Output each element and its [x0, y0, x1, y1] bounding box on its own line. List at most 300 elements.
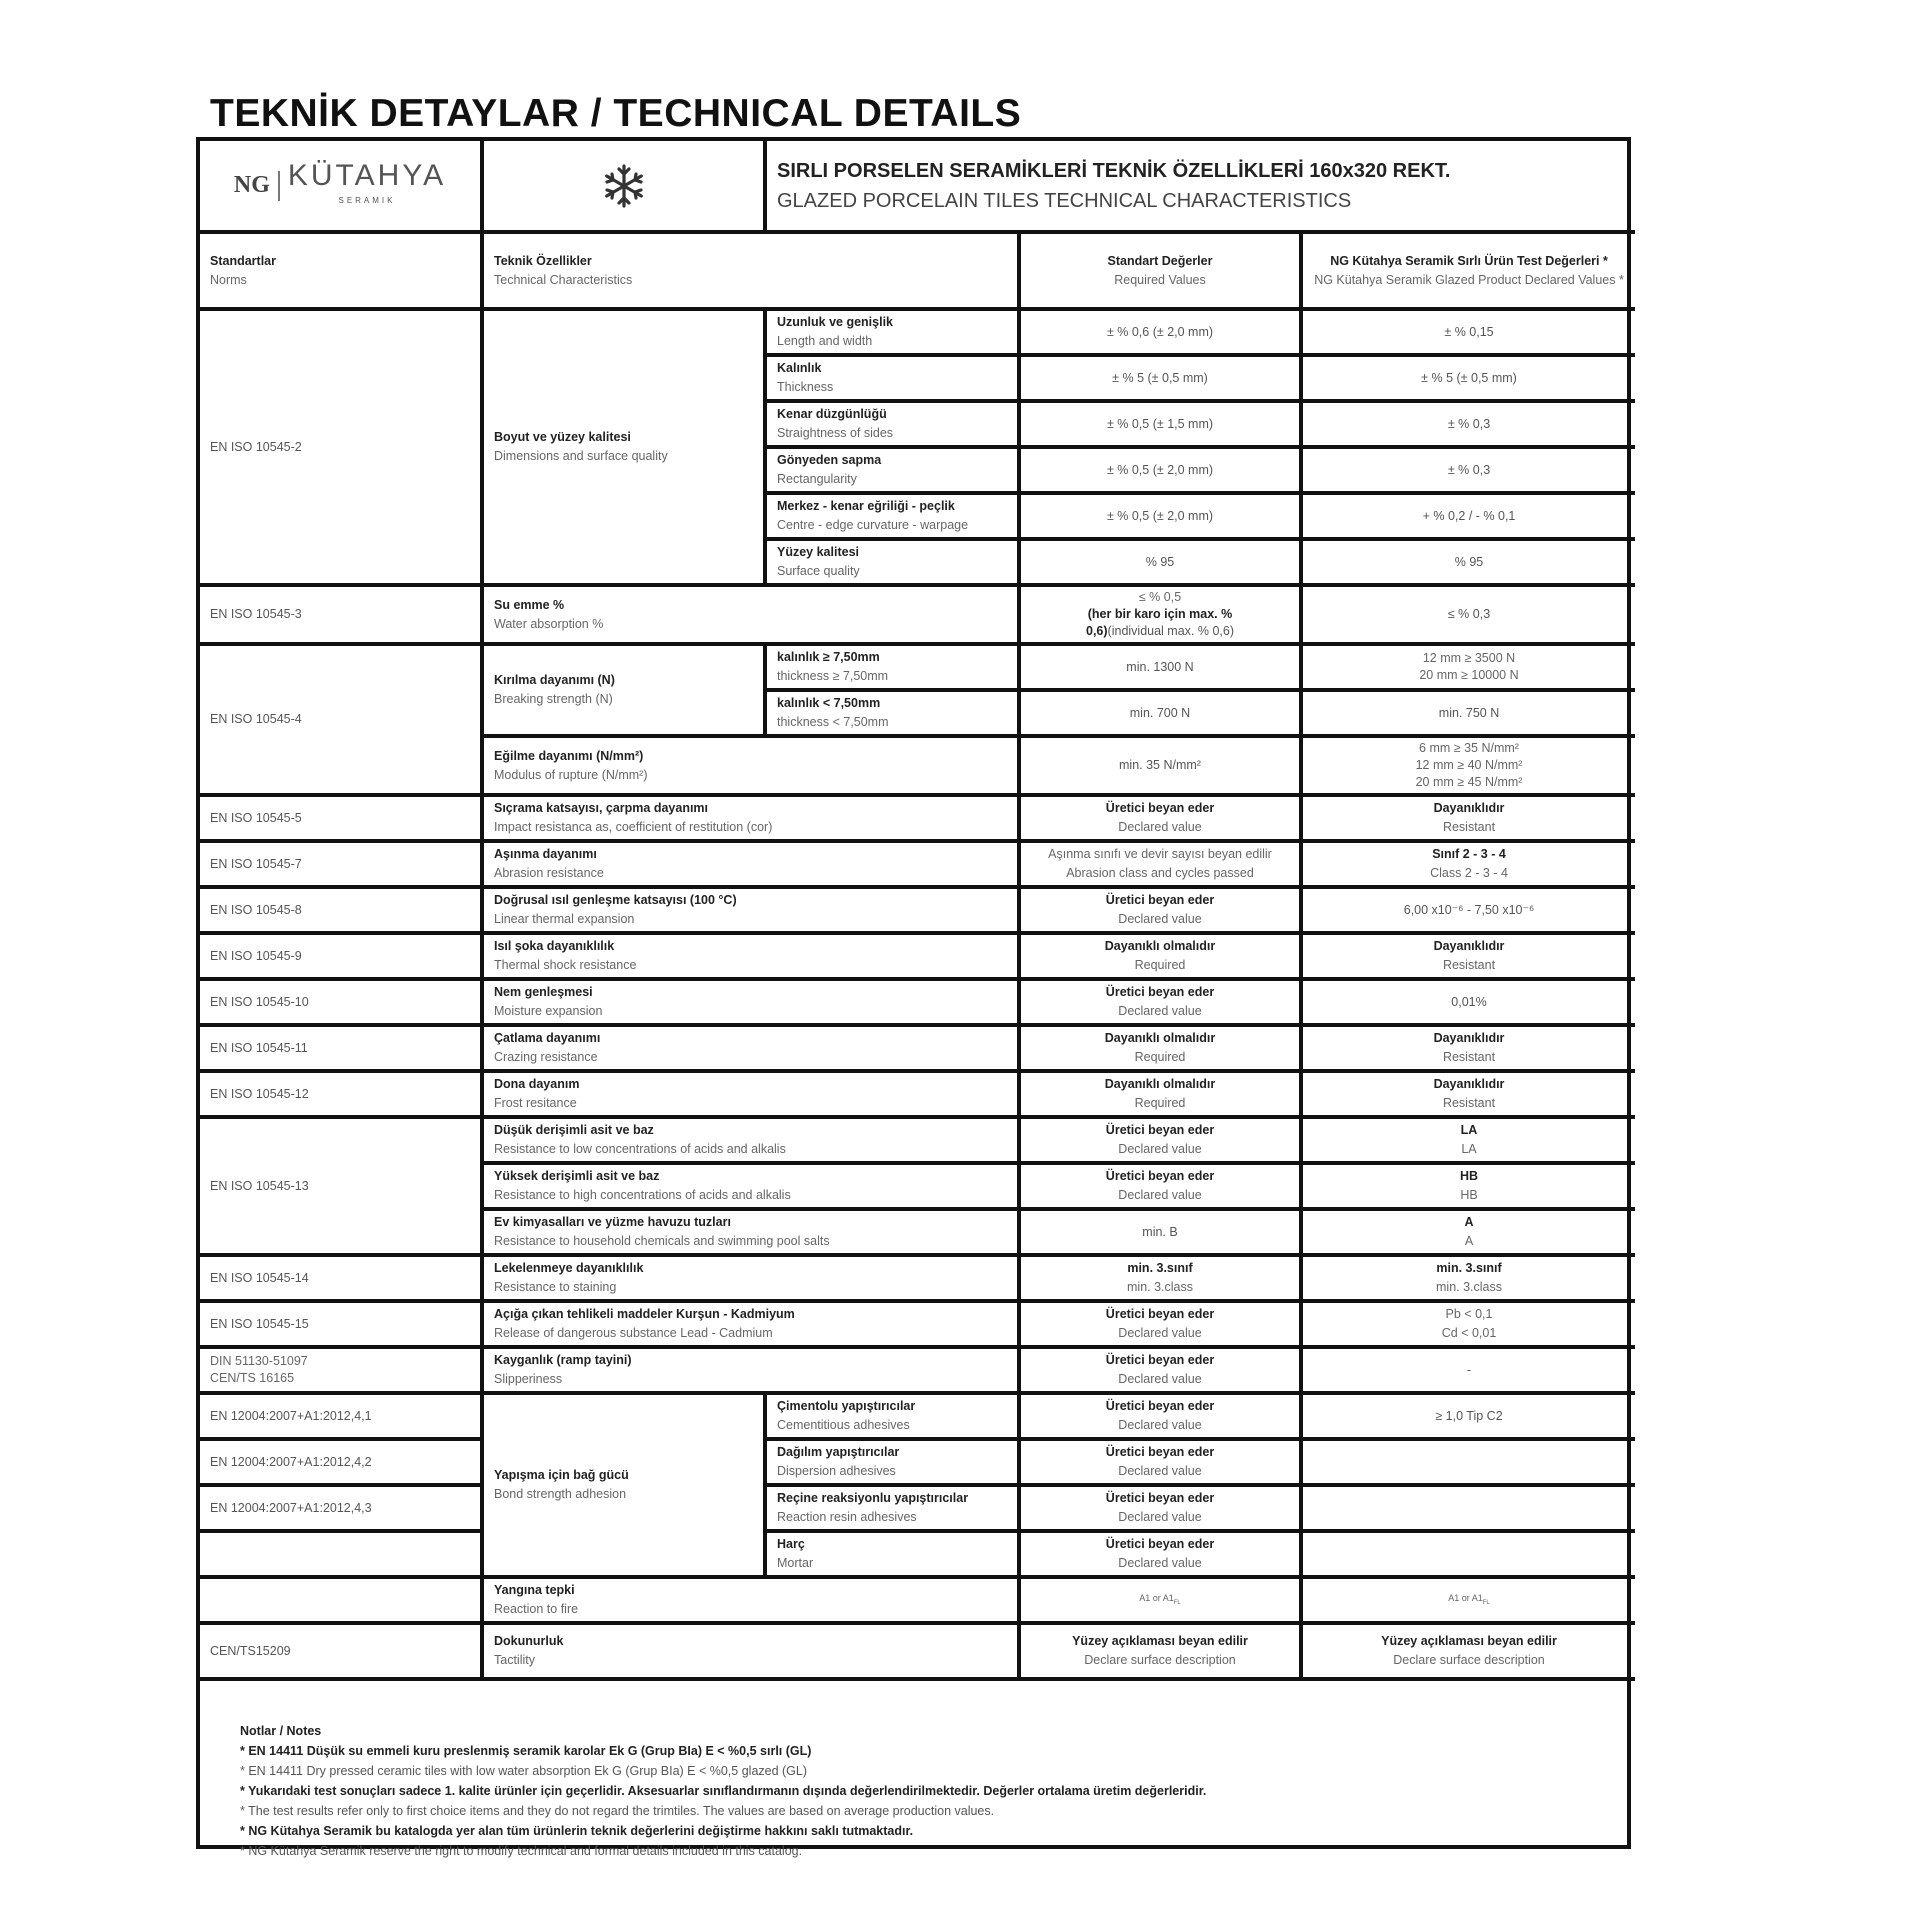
sub-cell	[765, 401, 1019, 447]
table-row	[200, 1071, 1635, 1117]
simple_rows-1-decl_en: Class 2 - 3 - 4	[1430, 866, 1508, 880]
tactility-val_en: Declare surface description	[1084, 1653, 1236, 1667]
rows2-0-en: Resistance to staining	[494, 1280, 617, 1294]
table-row	[200, 1025, 1635, 1071]
spec-sheet-frame	[196, 137, 1631, 1858]
bond-rows-0-req_tr: Üretici beyan eder	[1105, 1399, 1215, 1413]
decl-cell	[1301, 1301, 1635, 1347]
req-cell	[1019, 1485, 1301, 1531]
char-cell	[482, 795, 1019, 841]
table-row	[200, 1393, 1635, 1439]
fire-val: A1 or A1	[1448, 1592, 1483, 1603]
decl-cell: 0,01%	[1301, 979, 1635, 1025]
logo-divider	[278, 171, 280, 201]
req-cell	[1019, 1531, 1301, 1577]
dim-rows-3-tr: Gönyeden sapma	[777, 453, 882, 467]
breaking-sub2_en: thickness < 7,50mm	[777, 715, 889, 729]
decl-cell: ± % 0,15	[1301, 309, 1635, 355]
char-cell	[482, 1393, 765, 1577]
bond-rows-1-en: Dispersion adhesives	[777, 1464, 896, 1478]
decl-cell: ≥ 1,0 Tip C2	[1301, 1393, 1635, 1439]
req-cell	[1019, 1163, 1301, 1209]
dim-rows-0-en: Length and width	[777, 334, 873, 348]
simple_rows-6-tr: Dona dayanım	[494, 1077, 580, 1091]
req-cell	[1019, 979, 1301, 1025]
table-row	[200, 1531, 1635, 1577]
table-row	[200, 933, 1635, 979]
norm-cell: EN ISO 10545-14	[200, 1255, 482, 1301]
simple_rows-1-req_tr: Aşınma sınıfı ve devir sayısı beyan edilir	[1048, 847, 1272, 861]
bond-tr: Yapışma için bağ gücü	[494, 1468, 629, 1482]
chem-rows-0-req_en: Declared value	[1118, 1142, 1202, 1156]
decl-cell	[1301, 1255, 1635, 1301]
water-req_3a: 0,6)	[1086, 624, 1108, 638]
simple_rows-5-en: Crazing resistance	[494, 1050, 598, 1064]
water-tr: Su emme %	[494, 597, 565, 612]
rows2-1-en: Release of dangerous substance Lead - Cadmium	[494, 1326, 773, 1340]
rows2-1-decl_en: Cd < 0,01	[1441, 1326, 1497, 1340]
dim-rows-1-tr: Kalınlık	[777, 361, 822, 375]
table-row	[200, 1623, 1635, 1679]
req-cell: ± % 0,5 (± 2,0 mm)	[1019, 447, 1301, 493]
char-cell	[482, 1071, 1019, 1117]
norm-cell: EN ISO 10545-10	[200, 979, 482, 1025]
decl-cell	[1301, 1439, 1635, 1485]
logo-cell	[200, 141, 482, 232]
tactility-val_en: Declare surface description	[1393, 1653, 1545, 1667]
rows2-0-req_tr: min. 3.sınıf	[1127, 1261, 1193, 1275]
fire-sub: FL	[1173, 1599, 1181, 1606]
note-1-en: * EN 14411 Dry pressed ceramic tiles with low water absorption Ek G (Grup BIa) E < %0,5 glazed (GL)	[240, 1764, 808, 1778]
note-2-en: * The test results refer only to first choice items and they do not regard the trimtiles. The values are based on average production values.	[240, 1804, 995, 1818]
decl-cell	[1301, 1209, 1635, 1255]
decl-cell: min. 750 N	[1301, 690, 1635, 736]
req-cell	[1019, 1439, 1301, 1485]
bond-en: Bond strength adhesion	[494, 1487, 627, 1501]
simple_rows-3-req_tr: Dayanıklı olmalıdır	[1104, 939, 1216, 953]
decl-cell: ± % 0,3	[1301, 447, 1635, 493]
rows2-0-req_en: min. 3.class	[1127, 1280, 1193, 1294]
col-char-tr: Teknik Özellikler	[494, 253, 592, 268]
decl-cell	[1301, 1623, 1635, 1679]
norm-cell: EN 12004:2007+A1:2012,4,1	[200, 1393, 482, 1439]
req-cell: min. B	[1019, 1209, 1301, 1255]
bond-rows-2-req_tr: Üretici beyan eder	[1105, 1491, 1215, 1505]
decl-cell: ≤ % 0,3	[1301, 585, 1635, 644]
breaking-mod_decl_1: 6 mm ≥ 35 N/mm²	[1419, 741, 1519, 755]
table-row	[200, 1255, 1635, 1301]
req-cell	[1019, 1025, 1301, 1071]
col-norms-en: Norms	[210, 272, 247, 287]
breaking-sub1_tr: kalınlık ≥ 7,50mm	[777, 650, 880, 664]
group-en: Dimensions and surface quality	[494, 449, 668, 463]
req-cell: ± % 0,5 (± 1,5 mm)	[1019, 401, 1301, 447]
dim-rows-3-en: Rectangularity	[777, 472, 857, 486]
norm-cell: EN ISO 10545-12	[200, 1071, 482, 1117]
simple_rows-3-decl_en: Resistant	[1442, 958, 1496, 972]
breaking-mod_decl_3: 20 mm ≥ 45 N/mm²	[1415, 775, 1523, 789]
simple_rows-4-tr: Nem genleşmesi	[494, 985, 593, 999]
bond-rows-2-req_en: Declared value	[1118, 1510, 1202, 1524]
req-cell	[1019, 1393, 1301, 1439]
simple_rows-5-req_tr: Dayanıklı olmalıdır	[1104, 1031, 1216, 1045]
req-cell	[1019, 585, 1301, 644]
decl-cell: ± % 5 (± 0,5 mm)	[1301, 355, 1635, 401]
norm-cell: EN ISO 10545-5	[200, 795, 482, 841]
fire-sub: FL	[1482, 1599, 1490, 1606]
sub-cell	[765, 447, 1019, 493]
rows2-0-decl_en: min. 3.class	[1436, 1280, 1502, 1294]
dim-rows-4-tr: Merkez - kenar eğriliği - peçlik	[777, 499, 955, 513]
group-cell	[482, 309, 765, 585]
breaking-sub2_tr: kalınlık < 7,50mm	[777, 696, 881, 710]
logo-brand-name: KÜTAHYA	[287, 159, 447, 192]
bond-rows-3-en: Mortar	[777, 1556, 814, 1570]
chem-rows-0-decl_tr: LA	[1460, 1123, 1478, 1137]
norm-cell: EN ISO 10545-11	[200, 1025, 482, 1071]
col-norms-tr: Standartlar	[210, 253, 276, 268]
col-decl-en: NG Kütahya Seramik Glazed Product Declared Values *	[1314, 272, 1624, 287]
col-norms	[200, 232, 482, 309]
norm-cell: EN ISO 10545-3	[200, 585, 482, 644]
simple_rows-0-req_tr: Üretici beyan eder	[1105, 801, 1215, 815]
req-cell	[1019, 887, 1301, 933]
decl-cell	[1301, 795, 1635, 841]
title-tr: SIRLI PORSELEN SERAMİKLERİ TEKNİK ÖZELLİKLERİ 160x320 REKT.	[777, 159, 1451, 182]
rows2-2-req_tr: Üretici beyan eder	[1105, 1353, 1215, 1367]
chem-rows-0-req_tr: Üretici beyan eder	[1105, 1123, 1215, 1137]
char-cell	[482, 933, 1019, 979]
col-char-en: Technical Characteristics	[494, 272, 633, 287]
water-en: Water absorption %	[494, 616, 604, 631]
simple_rows-2-tr: Doğrusal ısıl genleşme katsayısı (100 °C)	[494, 893, 737, 907]
rows2-1-req_en: Declared value	[1118, 1326, 1202, 1340]
char-cell	[482, 979, 1019, 1025]
table-row	[200, 979, 1635, 1025]
table-row	[200, 841, 1635, 887]
col-req-tr: Standart Değerler	[1107, 253, 1213, 268]
dim-rows-4-en: Centre - edge curvature - warpage	[777, 518, 969, 532]
decl-cell: + % 0,2 / - % 0,1	[1301, 493, 1635, 539]
simple_rows-5-decl_tr: Dayanıklıdır	[1433, 1031, 1505, 1045]
char-cell	[482, 736, 1019, 795]
fire-en: Reaction to fire	[494, 1602, 579, 1616]
bond-rows-1-tr: Dağılım yapıştırıcılar	[777, 1445, 900, 1459]
dim-rows-5-en: Surface quality	[777, 564, 860, 578]
title-en: GLAZED PORCELAIN TILES TECHNICAL CHARACTERISTICS	[777, 189, 1352, 212]
simple_rows-1-decl_tr: Sınıf 2 - 3 - 4	[1432, 847, 1506, 861]
rows2-0-decl_tr: min. 3.sınıf	[1436, 1261, 1502, 1275]
bond-rows-2-tr: Reçine reaksiyonlu yapıştırıcılar	[777, 1491, 969, 1505]
sub-cell	[765, 690, 1019, 736]
simple_rows-5-req_en: Required	[1134, 1050, 1186, 1064]
char-cell	[482, 1577, 1019, 1623]
header-row	[200, 141, 1635, 232]
chem-rows-2-tr: Ev kimyasalları ve yüzme havuzu tuzları	[494, 1215, 731, 1229]
chem-rows-1-req_tr: Üretici beyan eder	[1105, 1169, 1215, 1183]
table-row	[200, 1117, 1635, 1163]
water-req_1: ≤ % 0,5	[1138, 590, 1182, 604]
simple_rows-4-req_tr: Üretici beyan eder	[1105, 985, 1215, 999]
simple_rows-5-decl_en: Resistant	[1442, 1050, 1496, 1064]
water-req_2: (her bir karo için max. %	[1087, 607, 1233, 621]
group-tr: Boyut ve yüzey kalitesi	[494, 430, 631, 444]
decl-cell	[1301, 1117, 1635, 1163]
decl-cell: 6,00 x10⁻⁶ - 7,50 x10⁻⁶	[1301, 887, 1635, 933]
simple_rows-4-en: Moisture expansion	[494, 1004, 603, 1018]
char-cell	[482, 644, 765, 736]
tactility-val_tr: Yüzey açıklaması beyan edilir	[1381, 1634, 1557, 1648]
dim-rows-1-en: Thickness	[777, 380, 834, 394]
sub-cell	[765, 539, 1019, 585]
table-row	[200, 1485, 1635, 1531]
norm-cell: EN ISO 10545-15	[200, 1301, 482, 1347]
req-cell: min. 1300 N	[1019, 644, 1301, 690]
snowflake-cell	[482, 141, 765, 232]
simple_rows-6-decl_en: Resistant	[1442, 1096, 1496, 1110]
chem-rows-1-en: Resistance to high concentrations of acids and alkalis	[494, 1188, 791, 1202]
simple_rows-0-decl_tr: Dayanıklıdır	[1433, 801, 1505, 815]
bond-rows-3-req_en: Declared value	[1118, 1556, 1202, 1570]
simple_rows-6-en: Frost resitance	[494, 1096, 577, 1110]
chem-rows-2-en: Resistance to household chemicals and swimming pool salts	[494, 1234, 830, 1248]
spec-table	[200, 141, 1635, 1681]
norm-cell	[200, 1577, 482, 1623]
table-row	[200, 1577, 1635, 1623]
sub-cell	[765, 1393, 1019, 1439]
norm-cell	[200, 1531, 482, 1577]
note-1-tr: * EN 14411 Düşük su emmeli kuru preslenmiş seramik karolar Ek G (Grup BIa) E < %0,5 sırlı (GL)	[240, 1744, 812, 1758]
req-cell: ± % 0,6 (± 2,0 mm)	[1019, 309, 1301, 355]
char-cell	[482, 1301, 1019, 1347]
title-cell	[765, 141, 1635, 232]
chem-rows-0-tr: Düşük derişimli asit ve baz	[494, 1123, 654, 1137]
sub-cell	[765, 1531, 1019, 1577]
dim-rows-5-tr: Yüzey kalitesi	[777, 545, 859, 559]
bond-rows-1-req_tr: Üretici beyan eder	[1105, 1445, 1215, 1459]
bond-rows-3-tr: Harç	[777, 1537, 805, 1551]
col-declared	[1301, 232, 1635, 309]
norm-cell: CEN/TS15209	[200, 1623, 482, 1679]
simple_rows-0-tr: Sıçrama katsayısı, çarpma dayanımı	[494, 801, 709, 815]
breaking-mod_en: Modulus of rupture (N/mm²)	[494, 767, 648, 782]
bond-rows-0-req_en: Declared value	[1118, 1418, 1202, 1432]
req-cell	[1019, 1347, 1301, 1393]
dim-rows-2-tr: Kenar düzgünlüğü	[777, 407, 887, 421]
decl-cell	[1301, 644, 1635, 690]
char-cell	[482, 1163, 1019, 1209]
norm-cell: EN ISO 10545-7	[200, 841, 482, 887]
rows2-0-tr: Lekelenmeye dayanıklılık	[494, 1261, 644, 1275]
table-row	[200, 1301, 1635, 1347]
breaking-sub1_decl_1: 12 mm ≥ 3500 N	[1422, 651, 1516, 665]
decl-cell: -	[1301, 1347, 1635, 1393]
simple_rows-2-req_tr: Üretici beyan eder	[1105, 893, 1215, 907]
req-cell	[1019, 795, 1301, 841]
decl-cell	[1301, 1577, 1635, 1623]
simple_rows-5-tr: Çatlama dayanımı	[494, 1031, 601, 1045]
simple_rows-1-req_en: Abrasion class and cycles passed	[1066, 866, 1254, 880]
rows2-2-norm: DIN 51130-51097	[210, 1354, 308, 1368]
char-cell	[482, 1117, 1019, 1163]
chem-rows-1-decl_en: HB	[1460, 1188, 1478, 1202]
norm-cell: EN ISO 10545-2	[200, 309, 482, 585]
page-title: TEKNİK DETAYLAR / TECHNICAL DETAILS	[210, 92, 1022, 135]
rows2-2-en: Slipperiness	[494, 1372, 563, 1386]
simple_rows-6-req_tr: Dayanıklı olmalıdır	[1104, 1077, 1216, 1091]
norm-cell: EN ISO 10545-4	[200, 644, 482, 795]
decl-cell: ± % 0,3	[1301, 401, 1635, 447]
char-cell	[482, 1025, 1019, 1071]
table-row	[200, 1439, 1635, 1485]
decl-cell	[1301, 933, 1635, 979]
fire-tr: Yangına tepki	[494, 1583, 575, 1597]
simple_rows-0-decl_en: Resistant	[1442, 820, 1496, 834]
breaking-sub1_decl_2: 20 mm ≥ 10000 N	[1419, 668, 1519, 682]
tactility-val_tr: Yüzey açıklaması beyan edilir	[1072, 1634, 1248, 1648]
req-cell	[1019, 933, 1301, 979]
rows2-1-decl_tr: Pb < 0,1	[1445, 1307, 1493, 1321]
char-cell	[482, 841, 1019, 887]
table-row	[200, 644, 1635, 690]
req-cell: min. 35 N/mm²	[1019, 736, 1301, 795]
sub-cell	[765, 1439, 1019, 1485]
snowflake-icon	[600, 162, 648, 210]
table-row	[200, 309, 1635, 355]
chem-rows-1-decl_tr: HB	[1459, 1169, 1479, 1183]
logo-ng: NG	[233, 172, 270, 198]
breaking-mod_decl_2: 12 mm ≥ 40 N/mm²	[1415, 758, 1523, 772]
rows2-1-req_tr: Üretici beyan eder	[1105, 1307, 1215, 1321]
column-header-row	[200, 232, 1635, 309]
req-cell: % 95	[1019, 539, 1301, 585]
breaking-en: Breaking strength (N)	[494, 692, 613, 706]
char-cell	[482, 1255, 1019, 1301]
bond-rows-0-tr: Çimentolu yapıştırıcılar	[777, 1399, 916, 1413]
char-cell	[482, 1209, 1019, 1255]
req-cell: ± % 0,5 (± 2,0 mm)	[1019, 493, 1301, 539]
simple_rows-2-req_en: Declared value	[1118, 912, 1202, 926]
decl-cell	[1301, 736, 1635, 795]
water-req_3b: (individual max. % 0,6)	[1107, 624, 1234, 638]
note-2-tr: * Yukarıdaki test sonuçları sadece 1. kalite ürünler için geçerlidir. Aksesuarlar sınıflandırmanın dışında değerlendirilmektedir. Değerler ortalama üretim değerleridir.	[240, 1784, 1207, 1798]
req-cell	[1019, 1577, 1301, 1623]
logo-brand-sub: SERAMIK	[338, 196, 396, 205]
col-decl-tr: NG Kütahya Seramik Sırlı Ürün Test Değerleri *	[1330, 253, 1608, 268]
col-characteristics	[482, 232, 1019, 309]
table-row	[200, 887, 1635, 933]
req-cell	[1019, 1117, 1301, 1163]
norm-cell: EN ISO 10545-9	[200, 933, 482, 979]
breaking-mod_tr: Eğilme dayanımı (N/mm²)	[494, 748, 644, 763]
simple_rows-0-req_en: Declared value	[1118, 820, 1202, 834]
notes-section	[200, 1681, 1627, 1861]
table-row	[200, 585, 1635, 644]
req-cell	[1019, 1071, 1301, 1117]
table-row	[200, 795, 1635, 841]
simple_rows-2-en: Linear thermal expansion	[494, 912, 635, 926]
brand-logo	[210, 161, 470, 210]
simple_rows-6-decl_tr: Dayanıklıdır	[1433, 1077, 1505, 1091]
chem-rows-2-decl_en: A	[1464, 1234, 1474, 1248]
sub-cell	[765, 644, 1019, 690]
req-cell: ± % 5 (± 0,5 mm)	[1019, 355, 1301, 401]
bond-rows-3-req_tr: Üretici beyan eder	[1105, 1537, 1215, 1551]
req-cell: min. 700 N	[1019, 690, 1301, 736]
req-cell	[1019, 1255, 1301, 1301]
simple_rows-0-en: Impact resistanca as, coefficient of restitution (cor)	[494, 820, 773, 834]
chem-rows-2-decl_tr: A	[1464, 1215, 1474, 1229]
decl-cell	[1301, 1163, 1635, 1209]
bond-rows-1-req_en: Declared value	[1118, 1464, 1202, 1478]
breaking-tr: Kırılma dayanımı (N)	[494, 673, 615, 687]
norm-cell	[200, 1347, 482, 1393]
note-3-tr: * NG Kütahya Seramik bu katalogda yer alan tüm ürünlerin teknik değerlerini değiştirme hakkını saklı tutmaktadır.	[240, 1824, 914, 1838]
dim-rows-2-en: Straightness of sides	[777, 426, 894, 440]
breaking-sub1_en: thickness ≥ 7,50mm	[777, 669, 889, 683]
char-cell	[482, 1623, 1019, 1679]
simple_rows-6-req_en: Required	[1134, 1096, 1186, 1110]
rows2-1-tr: Açığa çıkan tehlikeli maddeler Kurşun - Kadmiyum	[494, 1307, 795, 1321]
col-req-en: Required Values	[1114, 272, 1206, 287]
decl-cell	[1301, 841, 1635, 887]
decl-cell	[1301, 1025, 1635, 1071]
chem-rows-0-en: Resistance to low concentrations of acids and alkalis	[494, 1142, 786, 1156]
chem-rows-1-tr: Yüksek derişimli asit ve baz	[494, 1169, 660, 1183]
decl-cell	[1301, 1531, 1635, 1577]
fire-val: A1 or A1	[1139, 1592, 1174, 1603]
col-required	[1019, 232, 1301, 309]
simple_rows-3-tr: Isıl şoka dayanıklılık	[494, 939, 615, 953]
norm-cell: EN ISO 10545-8	[200, 887, 482, 933]
decl-cell: % 95	[1301, 539, 1635, 585]
norm-cell: EN ISO 10545-13	[200, 1117, 482, 1255]
simple_rows-4-req_en: Declared value	[1118, 1004, 1202, 1018]
req-cell	[1019, 1623, 1301, 1679]
char-cell	[482, 887, 1019, 933]
chem-rows-0-decl_en: LA	[1461, 1142, 1477, 1156]
dim-rows-0-tr: Uzunluk ve genişlik	[777, 315, 894, 329]
sub-cell	[765, 355, 1019, 401]
simple_rows-3-en: Thermal shock resistance	[494, 958, 637, 972]
tactility-en: Tactility	[494, 1653, 535, 1667]
simple_rows-1-en: Abrasion resistance	[494, 866, 604, 880]
simple_rows-1-tr: Aşınma dayanımı	[494, 847, 597, 861]
rows2-2-req_en: Declared value	[1118, 1372, 1202, 1386]
tactility-tr: Dokunurluk	[494, 1634, 564, 1648]
chem-rows-1-req_en: Declared value	[1118, 1188, 1202, 1202]
decl-cell	[1301, 1071, 1635, 1117]
char-cell	[482, 585, 1019, 644]
simple_rows-3-req_en: Required	[1134, 958, 1186, 972]
note-3-en: * NG Kütahya Seramik reserve the right to modify technical and formal details included in this catalog.	[240, 1844, 803, 1858]
simple_rows-3-decl_tr: Dayanıklıdır	[1433, 939, 1505, 953]
decl-cell	[1301, 1485, 1635, 1531]
rows2-2-norm2: CEN/TS 16165	[210, 1371, 295, 1385]
norm-cell: EN 12004:2007+A1:2012,4,3	[200, 1485, 482, 1531]
bond-rows-2-en: Reaction resin adhesives	[777, 1510, 917, 1524]
norm-cell: EN 12004:2007+A1:2012,4,2	[200, 1439, 482, 1485]
sub-cell	[765, 1485, 1019, 1531]
sub-cell	[765, 493, 1019, 539]
notes-title: Notlar / Notes	[240, 1724, 322, 1738]
char-cell	[482, 1347, 1019, 1393]
req-cell	[1019, 1301, 1301, 1347]
rows2-2-tr: Kayganlık (ramp tayini)	[494, 1353, 632, 1367]
req-cell	[1019, 841, 1301, 887]
bond-rows-0-en: Cementitious adhesives	[777, 1418, 910, 1432]
sub-cell	[765, 309, 1019, 355]
